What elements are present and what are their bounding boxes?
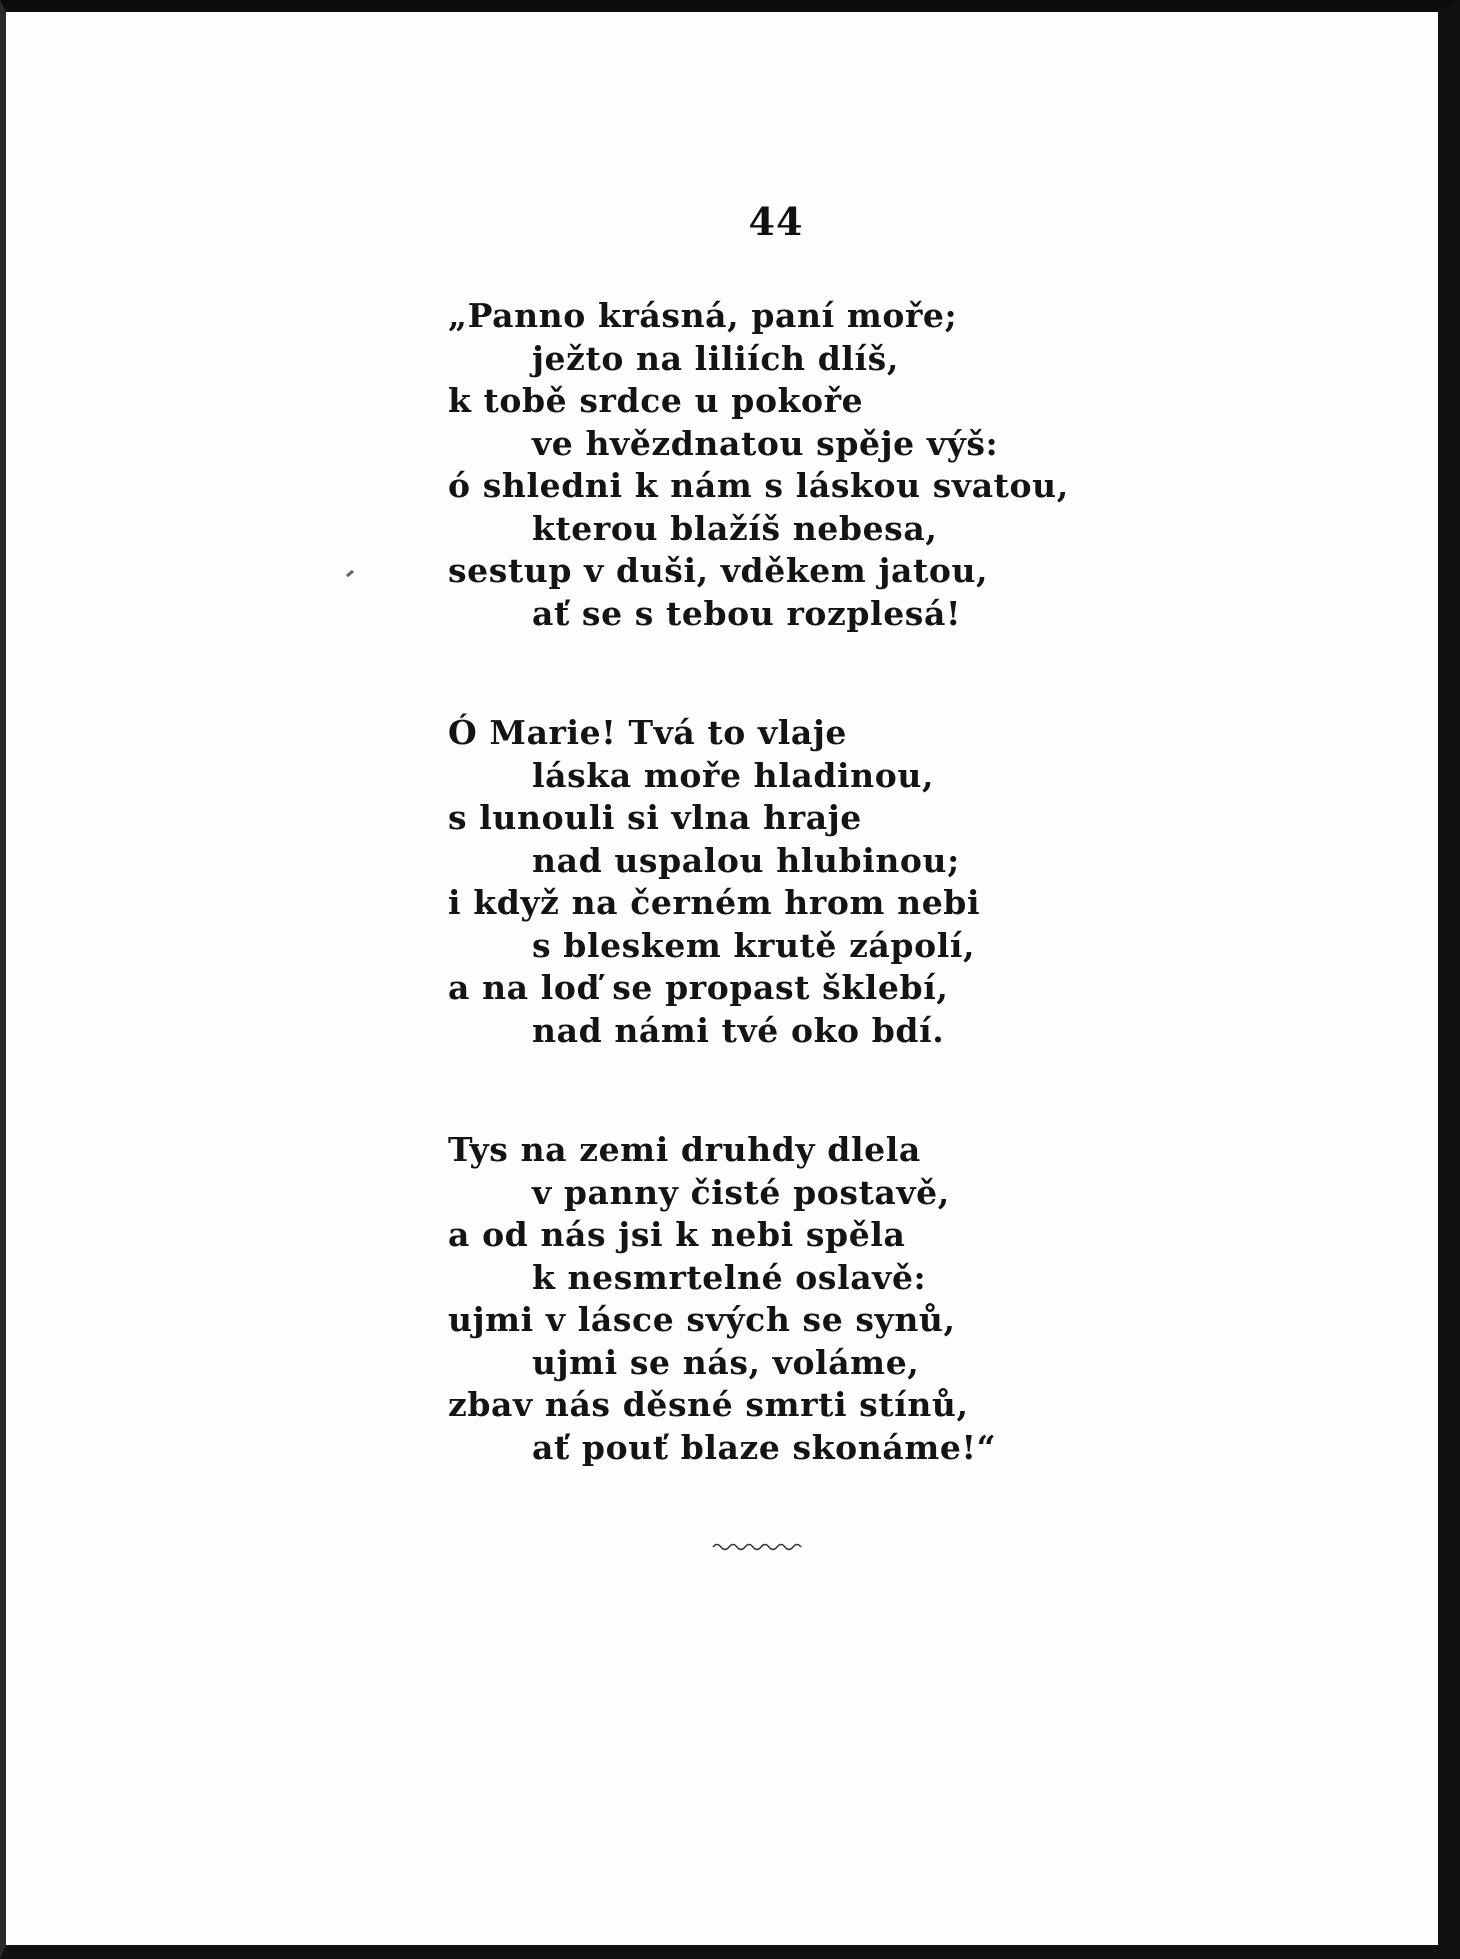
verse-line: s bleskem krutě zápolí,: [532, 925, 976, 965]
verse-line: kterou blažíš nebesa,: [532, 508, 938, 548]
verse-line: k nesmrtelné oslavě:: [532, 1257, 927, 1297]
verse-line: ježto na liliích dlíš,: [532, 338, 899, 378]
verse-line: a na loď se propast šklebí,: [448, 968, 949, 1007]
page-number: 44: [748, 199, 804, 244]
verse-line: nad námi tvé oko bdí.: [532, 1010, 945, 1050]
stray-ink-mark: [346, 570, 354, 577]
verse-line: ve hvězdnatou spěje výš:: [532, 423, 999, 463]
verse-line: ujmi se nás, voláme,: [532, 1342, 920, 1382]
verse-line: s lunouli si vlna hraje: [448, 798, 862, 837]
verse-line: Ó Marie! Tvá to vlaje: [448, 713, 848, 752]
verse-line: sestup v duši, vděkem jatou,: [448, 551, 989, 590]
verse-line: zbav nás děsné smrti stínů,: [448, 1385, 969, 1424]
verse-line: „Panno krásná, paní moře;: [448, 296, 958, 335]
wavy-line-ornament-icon: [711, 1540, 803, 1552]
stanza-1: [448, 295, 1069, 635]
stanza-3: [448, 1129, 996, 1469]
verse-line: ať se s tebou rozplesá!: [532, 593, 962, 633]
verse-line: ujmi v lásce svých se synů,: [448, 1300, 956, 1339]
verse-line: Tys na zemi druhdy dlela: [448, 1130, 921, 1169]
stanza-2: [448, 712, 980, 1052]
verse-line: a od nás jsi k nebi spěla: [448, 1215, 906, 1254]
verse-line: láska moře hladinou,: [532, 755, 935, 795]
verse-line: v panny čisté postavě,: [532, 1172, 950, 1212]
verse-line: ó shledni k nám s láskou svatou,: [448, 466, 1069, 505]
verse-line: k tobě srdce u pokoře: [448, 381, 864, 420]
verse-line: ať pouť blaze skonáme!“: [532, 1427, 997, 1467]
verse-line: i když na černém hrom nebi: [448, 883, 981, 922]
verse-line: nad uspalou hlubinou;: [532, 840, 960, 880]
